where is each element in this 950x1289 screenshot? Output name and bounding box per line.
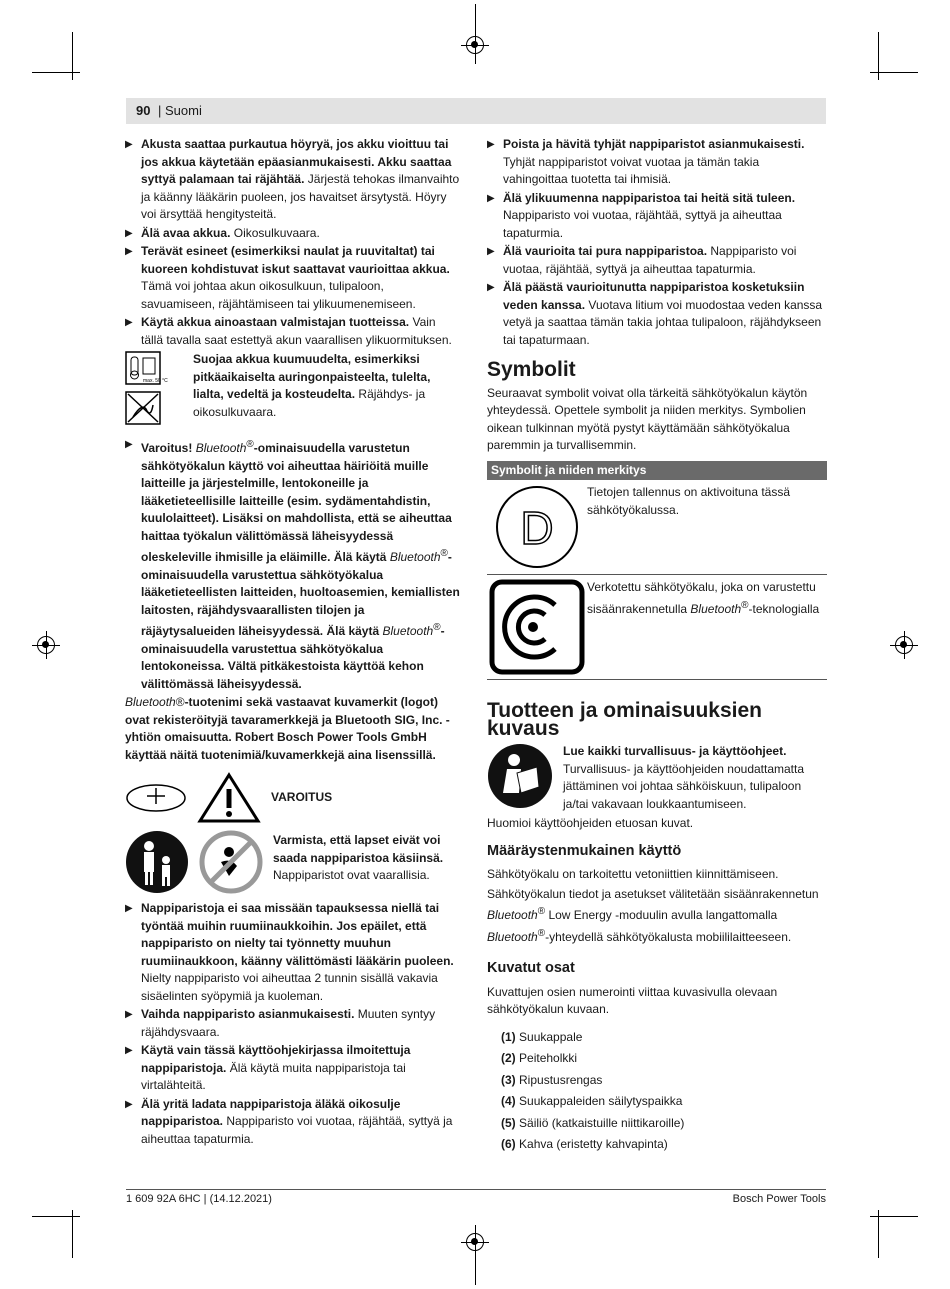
list-item: (3) Ripustusrengas <box>501 1072 603 1087</box>
subsection-title: Kuvatut osat <box>487 960 575 976</box>
list-item: (5) Säiliö (katkaistuille niittikaroille) <box>501 1115 685 1130</box>
connectivity-icon <box>489 579 585 675</box>
brand-name: Bosch Power Tools <box>732 1193 826 1205</box>
page-number: 90 <box>136 103 151 118</box>
thermometer-battery-icon <box>125 351 168 385</box>
list-item: ▶ Poista ja hävitä tyhjät nappiparistot asianmukaisesti. Tyhjät nappiparistot voivat vuotaa ja tämän takia vahingoittaa tuotetta tai ihmisiä. <box>487 136 827 189</box>
list-item: (4) Suukappaleiden säilytyspaikka <box>501 1094 683 1108</box>
keep-from-children-icon <box>125 830 189 894</box>
list-item: ▶ Vaihda nappiparisto asianmukaisesti. Muuten syntyy räjähdysvaara. <box>125 1006 460 1041</box>
no-fire-water-icon <box>125 391 161 425</box>
left-column <box>125 136 460 1149</box>
list-item: ▶ Akusta saattaa purkautua höyryä, jos akku vioittuu tai jos akkua käytetään epäasianmukaisesti. Akku saattaa syttyä palamaan tai räjähtää. Järjestä tehokas ilmanvaihto ja käänny lääkärin puoleen, jos havaitset ärsytystä. Höyry voi ärsyttää hengitysteitä. <box>125 136 460 224</box>
list-item: (1) Suukappale <box>501 1029 583 1044</box>
note-text: Huomioi käyttöohjeiden etuosan kuvat. <box>487 816 694 830</box>
table-row: Verkotettu sähkötyökalu, joka on varustettu sisäänrakennetulla Bluetooth®-teknologialla <box>487 575 827 680</box>
list-item: (6) Kahva (eristetty kahvapinta) <box>501 1137 668 1151</box>
page-header <box>126 98 826 124</box>
list-item: ▶ Älä avaa akkua. Oikosulkuvaara. <box>125 225 460 243</box>
button-battery-icon <box>125 783 187 813</box>
list-item: ▶ Älä vaurioita tai pura nappiparistoa. Nappiparisto voi vuotaa, räjähtää, syttyä ja aiheuttaa tapaturmia. <box>487 243 827 278</box>
paragraph: Kuvattujen osien numerointi viittaa kuvasivulla olevaan sähkötyökalun kuvaan. <box>487 984 778 1016</box>
trademark-note: Bluetooth®-tuotenimi sekä vastaavat kuvamerkit (logot) ovat rekisteröityjä tavaramerkkejä ja Bluetooth SIG, Inc. -yhtiön omaisuutta. Robert Bosch Power Tools GmbH käyttää näitä tuotenimiä/kuvamerkkejä aina lisenssillä. <box>125 695 450 762</box>
svg-text:max. 50 °C: max. 50 °C <box>143 378 168 384</box>
table-row: D Tietojen tallennus on aktivoituna tässä sähkötyökalussa. <box>487 480 827 575</box>
crop-mark <box>32 1216 80 1217</box>
page-footer <box>126 1189 826 1205</box>
heat-icons <box>125 351 183 430</box>
crop-mark <box>32 72 80 73</box>
subsection-title: Määräystenmukainen käyttö <box>487 842 682 859</box>
list-item: ▶ Käytä vain tässä käyttöohjekirjassa ilmoitettuja nappiparistoja. Älä käytä muita nappiparistoja tai virtalähteitä. <box>125 1042 460 1095</box>
read-instructions: Lue kaikki turvallisuus- ja käyttöohjeet. Turvallisuus- ja käyttöohjeiden noudattamatta jättäminen voi johtaa sähköiskuun, tulipaloon ja/tai vakavaan loukkaantumiseen. <box>487 743 827 813</box>
children-warning: Varmista, että lapset eivät voi saada nappiparistoa käsiinsä. Nappiparistot ovat vaarallisia. <box>125 830 460 894</box>
registration-mark <box>466 36 484 54</box>
table-header: Symbolit ja niiden merkitys <box>487 461 827 481</box>
list-item: ▶ Nappiparistoja ei saa missään tapauksessa niellä tai työntää muihin ruumiinaukkoihin. Jos epäilet, että nappiparisto on nielty tai työnnetty muuhun ruumiinaukkoon, käänny välittömästi lääkärin puoleen. Nielty nappiparisto voi aiheuttaa 2 tunnin sisällä vakavia sisäelinten syöpymiä ja kuoleman. <box>125 900 460 1005</box>
svg-text:D: D <box>520 502 554 554</box>
battery-warning <box>125 772 460 824</box>
paragraph: Sähkötyökalun tiedot ja asetukset välitetään sisäänrakennetun Bluetooth® Low Energy -moduulin avulla langattomalla Bluetooth®-yhteydellä sähkötyökalusta mobiililaitteeseen. <box>487 886 819 944</box>
read-manual-icon <box>487 743 553 809</box>
crop-mark <box>870 1216 918 1217</box>
warning-triangle-icon <box>197 772 261 824</box>
language-label: | Suomi <box>158 103 202 118</box>
registration-mark <box>466 1233 484 1251</box>
data-storage-icon <box>494 484 580 570</box>
paragraph: Sähkötyökalu on tarkoitettu vetoniittien kiinnittämiseen. <box>487 867 779 881</box>
crop-mark <box>870 72 918 73</box>
no-swallow-icon <box>199 830 263 894</box>
doc-number: 1 609 92A 6HC | (14.12.2021) <box>126 1193 272 1205</box>
crop-mark <box>72 1210 73 1258</box>
section-intro: Seuraavat symbolit voivat olla tärkeitä sähkötyökalun käytön yhteydessä. Opettele symbolit ja niiden merkitys. Symbolien oikean tulkinnan myötä pystyt käyttämään sähkötyökalua paremmin ja turvallisemmin. <box>487 385 808 452</box>
heat-warning: max. 50 °C Suojaa akkua kuumuudelta, esimerkiksi pitkäaikaiselta auringonpaisteelta, tulelta, lialta, vedeltä ja kosteudelta. Räjähdys- ja oikosulkuvaara. <box>125 351 460 430</box>
registration-mark <box>895 636 913 654</box>
right-column <box>487 136 827 1158</box>
crop-mark <box>878 1210 879 1258</box>
warning-label: VAROITUS <box>271 790 333 805</box>
registration-mark <box>37 636 55 654</box>
section-title: Tuotteen ja ominaisuuksien kuvaus <box>487 699 762 740</box>
section-title: Symbolit <box>487 358 576 381</box>
list-item: ▶ Älä ylikuumenna nappiparistoa tai heitä sitä tuleen. Nappiparisto voi vuotaa, räjähtää, syttyä ja aiheuttaa tapaturmia. <box>487 190 827 243</box>
list-item: ▶ Terävät esineet (esimerkiksi naulat ja ruuvitaltat) tai kuoreen kohdistuvat iskut saattavat vaurioittaa akkua. Tämä voi johtaa akun oikosulkuun, tulipaloon, savuamiseen, räjähtämiseen tai ylikuumenemiseen. <box>125 243 460 313</box>
list-item: ▶ Käytä akkua ainoastaan valmistajan tuotteissa. Vain tällä tavalla saat estettyä akun vaarallisen ylikuormituksen. <box>125 314 460 349</box>
list-item: ▶ Älä yritä ladata nappiparistoja äläkä oikosulje nappiparistoa. Nappiparisto voi vuotaa, räjähtää, syttyä ja aiheuttaa tapaturmia. <box>125 1096 460 1149</box>
list-item: (2) Peiteholkki <box>501 1051 578 1065</box>
list-item: ▶ Älä päästä vaurioitunutta nappiparistoa kosketuksiin veden kanssa. Vuotava litium voi muodostaa veden kanssa vetyä ja saattaa tämän takia johtaa tulipaloon, räjähdykseen tai tapaturmaan. <box>487 279 827 349</box>
list-item: ▶ Varoitus! Bluetooth®-ominaisuudella varustetun sähkötyökalun käyttö voi aiheuttaa häiriöitä muille laitteille ja järjestelmille, lentokoneille ja lääketieteellisille laitteille (esim. sydämentahdistin, kuulolaitteet). Lisäksi on mahdollista, että se aiheuttaa haittaa työkalun välittömässä läheisyydessä oleskeleville ihmisille ja eläimille. Älä käytä Bluetooth®-ominaisuudella varustettua sähkötyökalua lääketieteellisten laitteiden, huoltoasemien, kemiallisten laitosten, räjähdysvaarallisten tilojen ja räjäytysalueiden läheisyydessä. Älä käytä Bluetooth®-ominaisuudella varustettua sähkötyökalua lentokoneissa. Vältä pitkäkestoista käyttöä kehon välittömässä läheisyydessä. <box>125 436 460 693</box>
parts-list <box>487 1029 827 1154</box>
